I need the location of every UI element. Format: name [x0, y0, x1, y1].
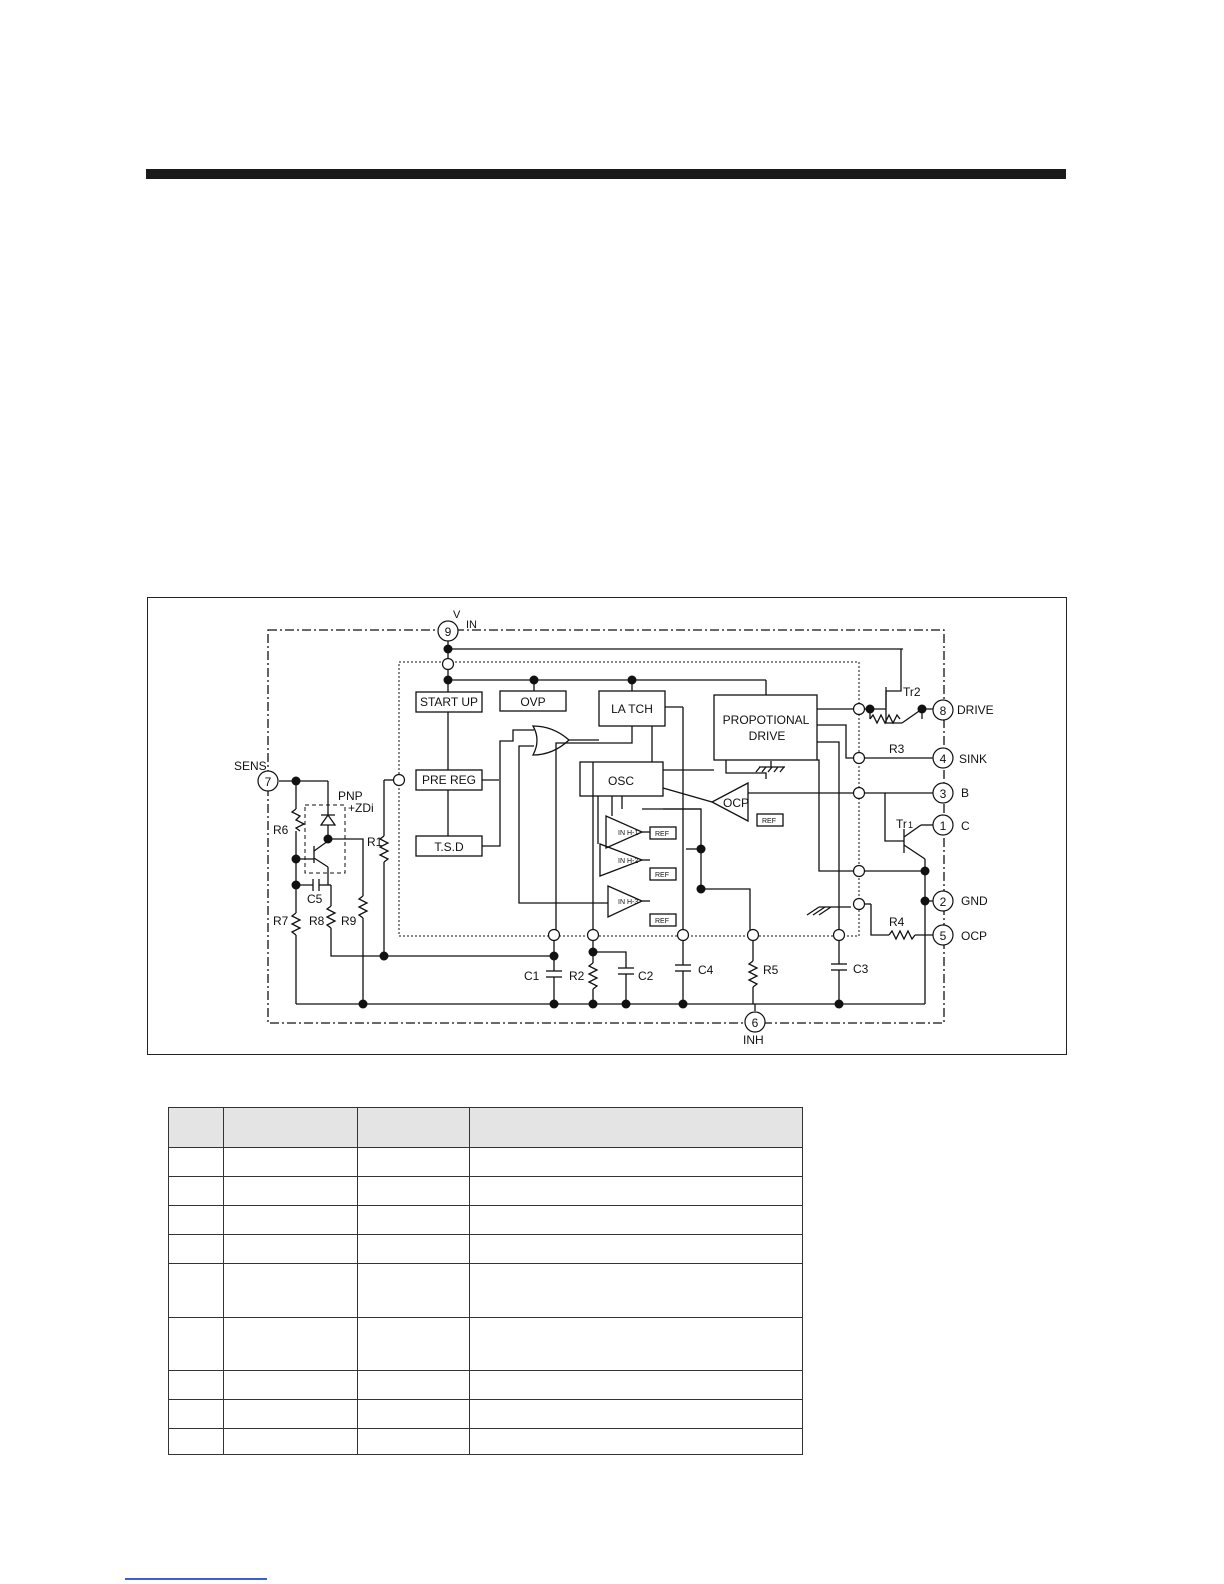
table-row [169, 1235, 803, 1264]
ovp-label: OVP [520, 695, 546, 709]
c3-label: C3 [853, 962, 869, 976]
bottom-link-underline [125, 1578, 267, 1580]
pin-3-label: B [961, 786, 970, 800]
c5-label: C5 [307, 892, 323, 906]
pin-1 [933, 815, 970, 835]
table-cell [224, 1148, 358, 1177]
junctions [292, 645, 930, 1009]
table-cell [169, 1400, 224, 1429]
pin-1-label: C [961, 819, 970, 833]
r2-label: R2 [569, 969, 585, 983]
table-row [169, 1264, 803, 1318]
pin-9-label: V [453, 609, 461, 621]
table-cell [224, 1318, 358, 1371]
pin-3-number: 3 [939, 787, 947, 801]
pin-9-sub: IN [466, 619, 477, 631]
pin-9-number: 9 [444, 625, 452, 639]
pin-6-number: 6 [751, 1016, 759, 1030]
table-cell [358, 1148, 470, 1177]
table-cell [470, 1148, 803, 1177]
ref-label-4: REF [762, 818, 776, 825]
table-cell [358, 1177, 470, 1206]
ref-label-1: REF [655, 831, 669, 838]
pin-2-number: 2 [939, 895, 947, 909]
table-cell [169, 1318, 224, 1371]
prop-drive-label-2: DRIVE [748, 729, 786, 743]
table-row [169, 1177, 803, 1206]
table-header-cell [470, 1108, 803, 1148]
tr2-label: Tr2 [903, 685, 921, 699]
table-cell [224, 1235, 358, 1264]
tr1-label: Tr [896, 817, 907, 831]
r3-label: R3 [889, 742, 905, 756]
pin-4 [933, 748, 987, 768]
table-row [169, 1400, 803, 1429]
table-cell [470, 1235, 803, 1264]
table-cell [470, 1429, 803, 1455]
r6-label: R6 [273, 823, 289, 837]
table-cell [358, 1400, 470, 1429]
table-cell [358, 1371, 470, 1400]
table-cell [358, 1429, 470, 1455]
table-cell [470, 1371, 803, 1400]
pin-6 [743, 1012, 765, 1047]
ref-label-2: REF [655, 872, 669, 879]
table-cell [169, 1429, 224, 1455]
c1-label: C1 [524, 969, 540, 983]
c2-label: C2 [638, 969, 654, 983]
table-cell [470, 1264, 803, 1318]
pin-5-label: OCP [961, 929, 988, 943]
pnp-label: PNP [338, 789, 363, 803]
table-row [169, 1148, 803, 1177]
table-cell [358, 1264, 470, 1318]
pin-7-number: 7 [264, 775, 272, 789]
table-row [169, 1206, 803, 1235]
table-cell [224, 1429, 358, 1455]
table-cell [470, 1318, 803, 1371]
block-diagram [147, 597, 1067, 1055]
table-header-cell [224, 1108, 358, 1148]
table-row [169, 1429, 803, 1455]
pin-4-label: SINK [959, 752, 988, 766]
table-cell [470, 1177, 803, 1206]
table-cell [358, 1235, 470, 1264]
r7-label: R7 [273, 914, 289, 928]
inh3-label: IN H-3 [618, 899, 639, 906]
latch-label: LA TCH [611, 702, 653, 716]
tsd-label: T.S.D [434, 840, 464, 854]
pin-8 [933, 700, 994, 720]
inh2-label: IN H-2 [618, 858, 639, 865]
or-gate [533, 726, 569, 755]
ref-label-3: REF [655, 918, 669, 925]
pin-table [168, 1107, 803, 1455]
prop-drive-label-1: PROPOTIONAL [722, 713, 810, 727]
table-cell [224, 1177, 358, 1206]
r4-label: R4 [889, 915, 905, 929]
table-cell [169, 1206, 224, 1235]
table-cell [470, 1206, 803, 1235]
table-row [169, 1371, 803, 1400]
table-cell [358, 1206, 470, 1235]
r9-label: R9 [341, 914, 357, 928]
pin-1-number: 1 [939, 819, 947, 833]
table-cell [470, 1400, 803, 1429]
pin-9 [438, 609, 477, 641]
prop-drive-block [714, 695, 817, 760]
tr1-sub-label: 1 [908, 820, 914, 830]
pin-8-number: 8 [939, 704, 947, 718]
table-header-cell [358, 1108, 470, 1148]
pin-4-number: 4 [939, 752, 947, 766]
zdi-label: +ZDi [348, 801, 374, 815]
start-up-label: START UP [419, 695, 479, 709]
pin-8-label: DRIVE [957, 703, 994, 717]
r1-label: R1 [367, 835, 383, 849]
table-cell [358, 1318, 470, 1371]
table-header-cell [169, 1108, 224, 1148]
pin-5-number: 5 [939, 929, 947, 943]
table-cell [224, 1264, 358, 1318]
table-cell [224, 1371, 358, 1400]
table-cell [224, 1206, 358, 1235]
table-cell [169, 1148, 224, 1177]
table-cell [169, 1371, 224, 1400]
r8-label: R8 [309, 914, 325, 928]
pin-7 [234, 759, 278, 791]
table-header-row [169, 1108, 803, 1148]
table-cell [169, 1235, 224, 1264]
table-cell [169, 1264, 224, 1318]
osc-label: OSC [607, 774, 635, 788]
ocp-comparator-label: OCP [722, 796, 750, 810]
r5-label: R5 [763, 963, 779, 977]
top-rule [146, 169, 1066, 179]
pin-6-label: INH [743, 1033, 764, 1047]
pin-7-label: SENS [234, 759, 267, 773]
pin-2-label: GND [961, 894, 988, 908]
table-row [169, 1318, 803, 1371]
pin-3 [933, 783, 969, 803]
pin-2 [933, 891, 988, 911]
table-cell [169, 1177, 224, 1206]
pin-5 [933, 925, 987, 945]
pre-reg-label: PRE REG [421, 773, 477, 787]
inh1-label: IN H-1 [618, 830, 639, 837]
table-cell [224, 1400, 358, 1429]
c4-label: C4 [698, 963, 714, 977]
